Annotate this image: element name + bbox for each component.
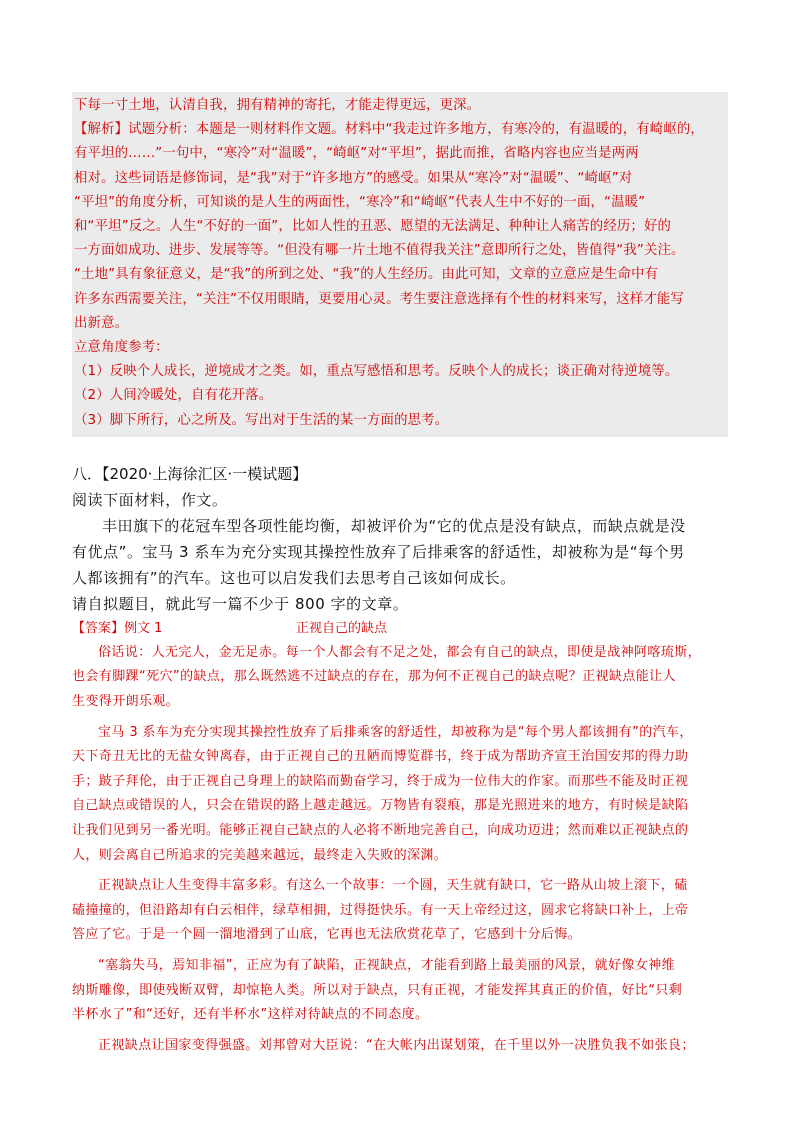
analysis-line: 一方面如成功、进步、发展等等。“但没有哪一片土地不值得我关注”意即所行之处，皆值得“我”关注。 — [74, 243, 685, 259]
essay-line: 俗话说：人无完人，金无足赤。每一个人都会有不足之处，都会有自己的缺点，即使是战神阿喀琉斯， — [98, 644, 702, 660]
essay-line: 生变得开朗乐观。 — [72, 694, 180, 710]
essay-line: 磕撞撞的，但沿路却有白云相伴，绿草相拥，过得挺快乐。有一天上帝经过这，圆求它将缺口补上，上帝 — [72, 902, 689, 918]
answer-label: 【答案】例文 1 — [72, 620, 163, 636]
analysis-line: 许多东西需要关注，“关注”不仅用眼睛，更要用心灵。考生要注意选择有个性的材料来写，这样才能写 — [74, 291, 684, 307]
essay-paragraph — [72, 874, 728, 948]
essay-line: 自己缺点或错误的人，只会在错误的路上越走越远。万物皆有裂痕，那是光照进来的地方，有时候是缺陷 — [72, 798, 689, 814]
essay-line: 正视缺点让国家变得强盛。刘邦曾对大臣说：“在大帐内出谋划策，在千里以外一决胜负我不如张良； — [98, 1037, 695, 1053]
essay-line: 让我们见到另一番光明。能够正视自己缺点的人必将不断地完善自己，向成功迈进；然而难以正视缺点的 — [72, 823, 689, 838]
essay-line: 半杯水了”和“还好，还有半杯水”这样对待缺点的不同态度。 — [72, 1007, 429, 1023]
analysis-reference-item: （2）人间冷暖处，自有花开落。 — [74, 388, 273, 404]
essay-paragraph — [72, 721, 728, 869]
essay-line: 纳斯雕像，即使残断双臂，却惊艳人类。所以对于缺点，只有正视，才能发挥其真正的价值，好比“只剩 — [72, 982, 683, 998]
essay-paragraph — [72, 954, 728, 1028]
analysis-reference-item: （3）脚下所行，心之所及。写出对于生活的某一方面的思考。 — [74, 412, 449, 428]
analysis-line: “土地”具有象征意义，是“我”的所到之处、“我”的人生经历。由此可知，文章的立意应是生命中有 — [74, 267, 659, 283]
analysis-line: “平坦”的角度分析，可知谈的是人生的两面性，“寒冷”和“崎岖”代表人生中不好的一面，“温暖” — [74, 194, 646, 210]
analysis-line: 下每一寸土地，认清自我，拥有精神的寄托，才能走得更远，更深。 — [74, 98, 481, 113]
analysis-line: 有平坦的……”一句中，“寒冷”对“温暖”，“崎岖”对“平坦”，据此而推，省略内容也应当是两两 — [74, 146, 639, 162]
material-line: 人都该拥有”的汽车。这也可以启发我们去思考自己该如何成长。 — [72, 568, 516, 587]
analysis-line: 出新意。 — [74, 315, 129, 331]
material-line: 丰田旗下的花冠车型各项性能均衡，却被评价为“它的优点是没有缺点，而缺点就是没 — [102, 516, 686, 535]
analysis-block — [72, 92, 728, 437]
analysis-line: 和“平坦”反之。人生“不好的一面”，比如人性的丑恶、愿望的无法满足、种种让人痛苦的经历；好的 — [74, 219, 672, 235]
question-title: 八．【2020·上海徐汇区·一模试题】 — [72, 464, 308, 483]
essay-line: “塞翁失马，焉知非福”，正应为有了缺陷，正视缺点，才能看到路上最美丽的风景，就好像女神维 — [98, 957, 676, 973]
question-intro: 阅读下面材料，作文。 — [72, 490, 228, 509]
essay-line: 也会有脚踝“死穴”的缺点，那么既然逃不过缺点的存在，那为何不正视自己的缺点呢？正视缺点能让人 — [72, 669, 676, 685]
essay-line: 正视缺点让人生变得丰富多彩。有这么一个故事：一个圆，天生就有缺口，它一路从山坡上滚下，磕 — [98, 878, 688, 894]
question-task: 请自拟题目，就此写一篇不少于 800 字的文章。 — [72, 594, 409, 613]
essay-line: 人，则会离自己所追求的完美越来越远，最终走入失败的深渊。 — [72, 847, 448, 863]
document-page — [72, 92, 728, 1058]
essay-line: 宝马 3 系车为充分实现其操控性放弃了后排乘客的舒适性，却被称为是“每个男人都该拥有”的汽车， — [98, 724, 693, 740]
analysis-line: 【解析】试题分析：本题是一则材料作文题。材料中“我走过许多地方，有寒冷的，有温暖的，有崎岖的， — [74, 122, 704, 138]
material-line: 有优点”。宝马 3 系车为充分实现其操控性放弃了后排乘客的舒适性，却被称为是“每个男 — [72, 542, 685, 561]
essay-paragraph — [72, 1034, 728, 1059]
answer-header — [72, 617, 728, 641]
essay-line: 答应了它。于是一个圆一溜地滑到了山底，它再也无法欣赏花草了，它感到十分后悔。 — [72, 927, 582, 943]
essay-paragraph — [72, 641, 728, 715]
analysis-line: 相对。这些词语是修饰词，是“我”对于“许多地方”的感受。如果从“寒冷”对“温暖”、“崎岖”对 — [74, 170, 633, 186]
analysis-reference-item: （1）反映个人成长，逆境成才之类。如，重点写感悟和思考。反映个人的成长；谈正确对待逆境等。 — [74, 364, 679, 380]
essay-line: 手；跛子拜伦，由于正视自己身理上的缺陷而勤奋学习，终于成为一位伟大的作家。而那些不能及时正视 — [72, 773, 689, 789]
essay-title: 正视自己的缺点 — [296, 620, 388, 636]
analysis-reference-heading: 立意角度参考： — [74, 340, 169, 356]
essay-line: 天下奇丑无比的无盐女钟离春，由于正视自己的丑陋而博览群书，终于成为帮助齐宣王治国安邦的得力助 — [72, 749, 689, 765]
